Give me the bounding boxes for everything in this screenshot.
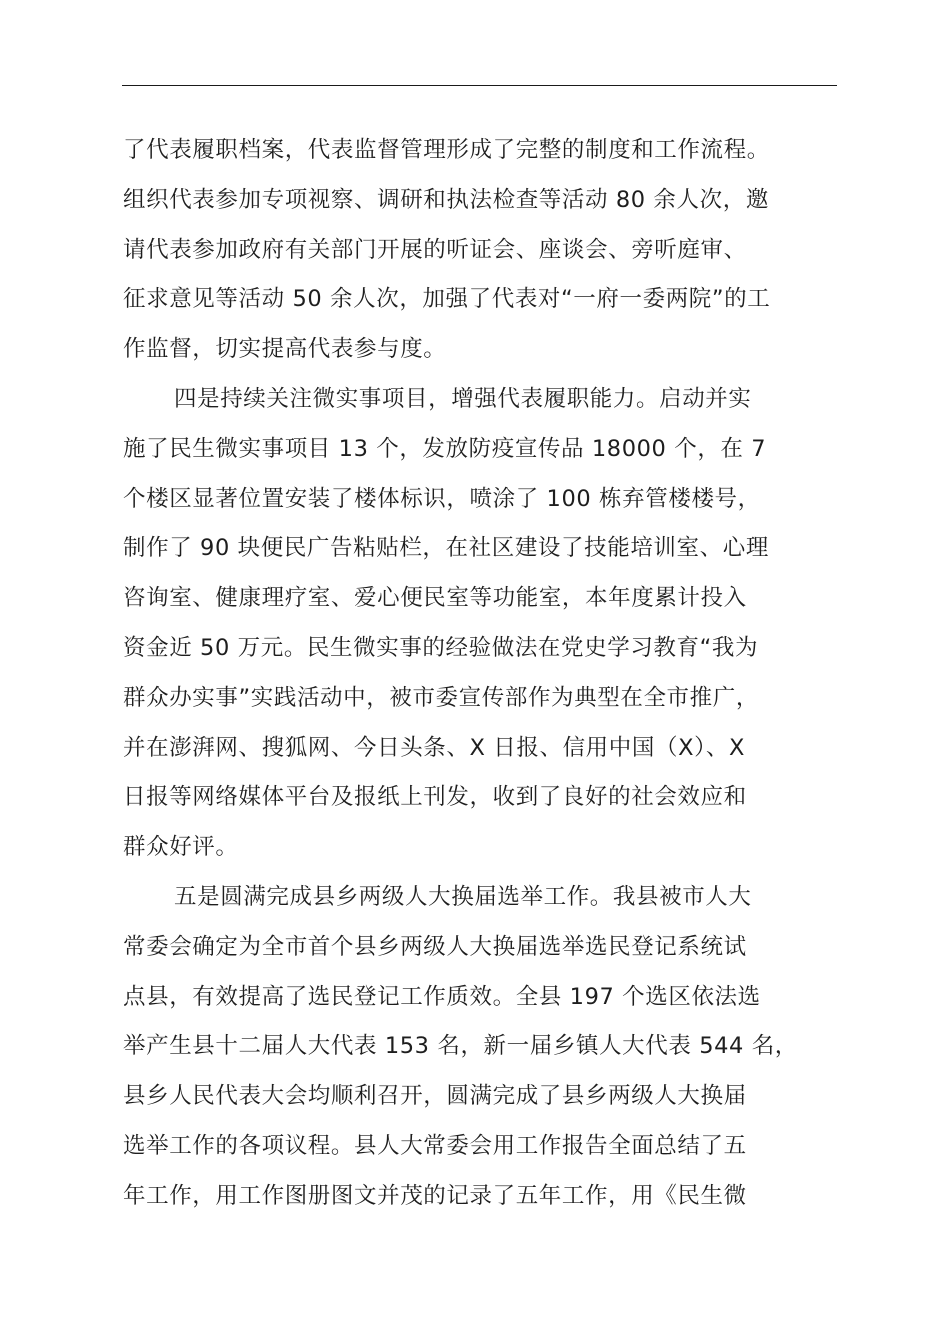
header-rule bbox=[122, 85, 837, 86]
text-line: 年工作，用工作图册图文并茂的记录了五年工作，用《民生微 bbox=[123, 1182, 747, 1209]
text-line: 日报等网络媒体平台及报纸上刊发，收到了良好的社会效应和 bbox=[123, 784, 747, 811]
text-line: 并在澎湃网、搜狐网、今日头条、X 日报、信用中国（X）、X bbox=[123, 734, 746, 761]
body-text bbox=[123, 126, 853, 1222]
text-line: 选举工作的各项议程。县人大常委会用工作报告全面总结了五 bbox=[123, 1132, 747, 1159]
text-line: 县乡人民代表大会均顺利召开，圆满完成了县乡两级人大换届 bbox=[123, 1083, 747, 1110]
text-line: 群众好评。 bbox=[123, 834, 239, 861]
text-line: 点县，有效提高了选民登记工作质效。全县 197 个选区依法选 bbox=[123, 983, 761, 1010]
text-line: 咨询室、健康理疗室、爱心便民室等功能室，本年度累计投入 bbox=[123, 585, 747, 612]
text-line: 资金近 50 万元。民生微实事的经验做法在党史学习教育“我为 bbox=[123, 634, 759, 661]
text-line: 请代表参加政府有关部门开展的听证会、座谈会、旁听庭审、 bbox=[123, 236, 747, 263]
paragraph-start-line: 四是持续关注微实事项目，增强代表履职能力。启动并实 bbox=[174, 385, 752, 412]
text-line: 组织代表参加专项视察、调研和执法检查等活动 80 余人次，邀 bbox=[123, 186, 769, 213]
text-line: 举产生县十二届人大代表 153 名，新一届乡镇人大代表 544 名， bbox=[123, 1033, 798, 1060]
text-line: 常委会确定为全市首个县乡两级人大换届选举选民登记系统试 bbox=[123, 933, 747, 960]
text-line: 施了民生微实事项目 13 个，发放防疫宣传品 18000 个，在 7 bbox=[123, 435, 767, 462]
text-line: 制作了 90 块便民广告粘贴栏，在社区建设了技能培训室、心理 bbox=[123, 535, 769, 562]
text-line: 了代表履职档案，代表监督管理形成了完整的制度和工作流程。 bbox=[123, 137, 770, 163]
text-line: 作监督，切实提高代表参与度。 bbox=[123, 336, 447, 363]
paragraph-start-line: 五是圆满完成县乡两级人大换届选举工作。我县被市人大 bbox=[174, 883, 752, 910]
text-line: 群众办实事”实践活动中，被市委宣传部作为典型在全市推广， bbox=[123, 684, 759, 711]
text-line: 征求意见等活动 50 余人次，加强了代表对“一府一委两院”的工 bbox=[123, 286, 771, 313]
text-line: 个楼区显著位置安装了楼体标识，喷涂了 100 栋弃管楼楼号， bbox=[123, 485, 761, 512]
